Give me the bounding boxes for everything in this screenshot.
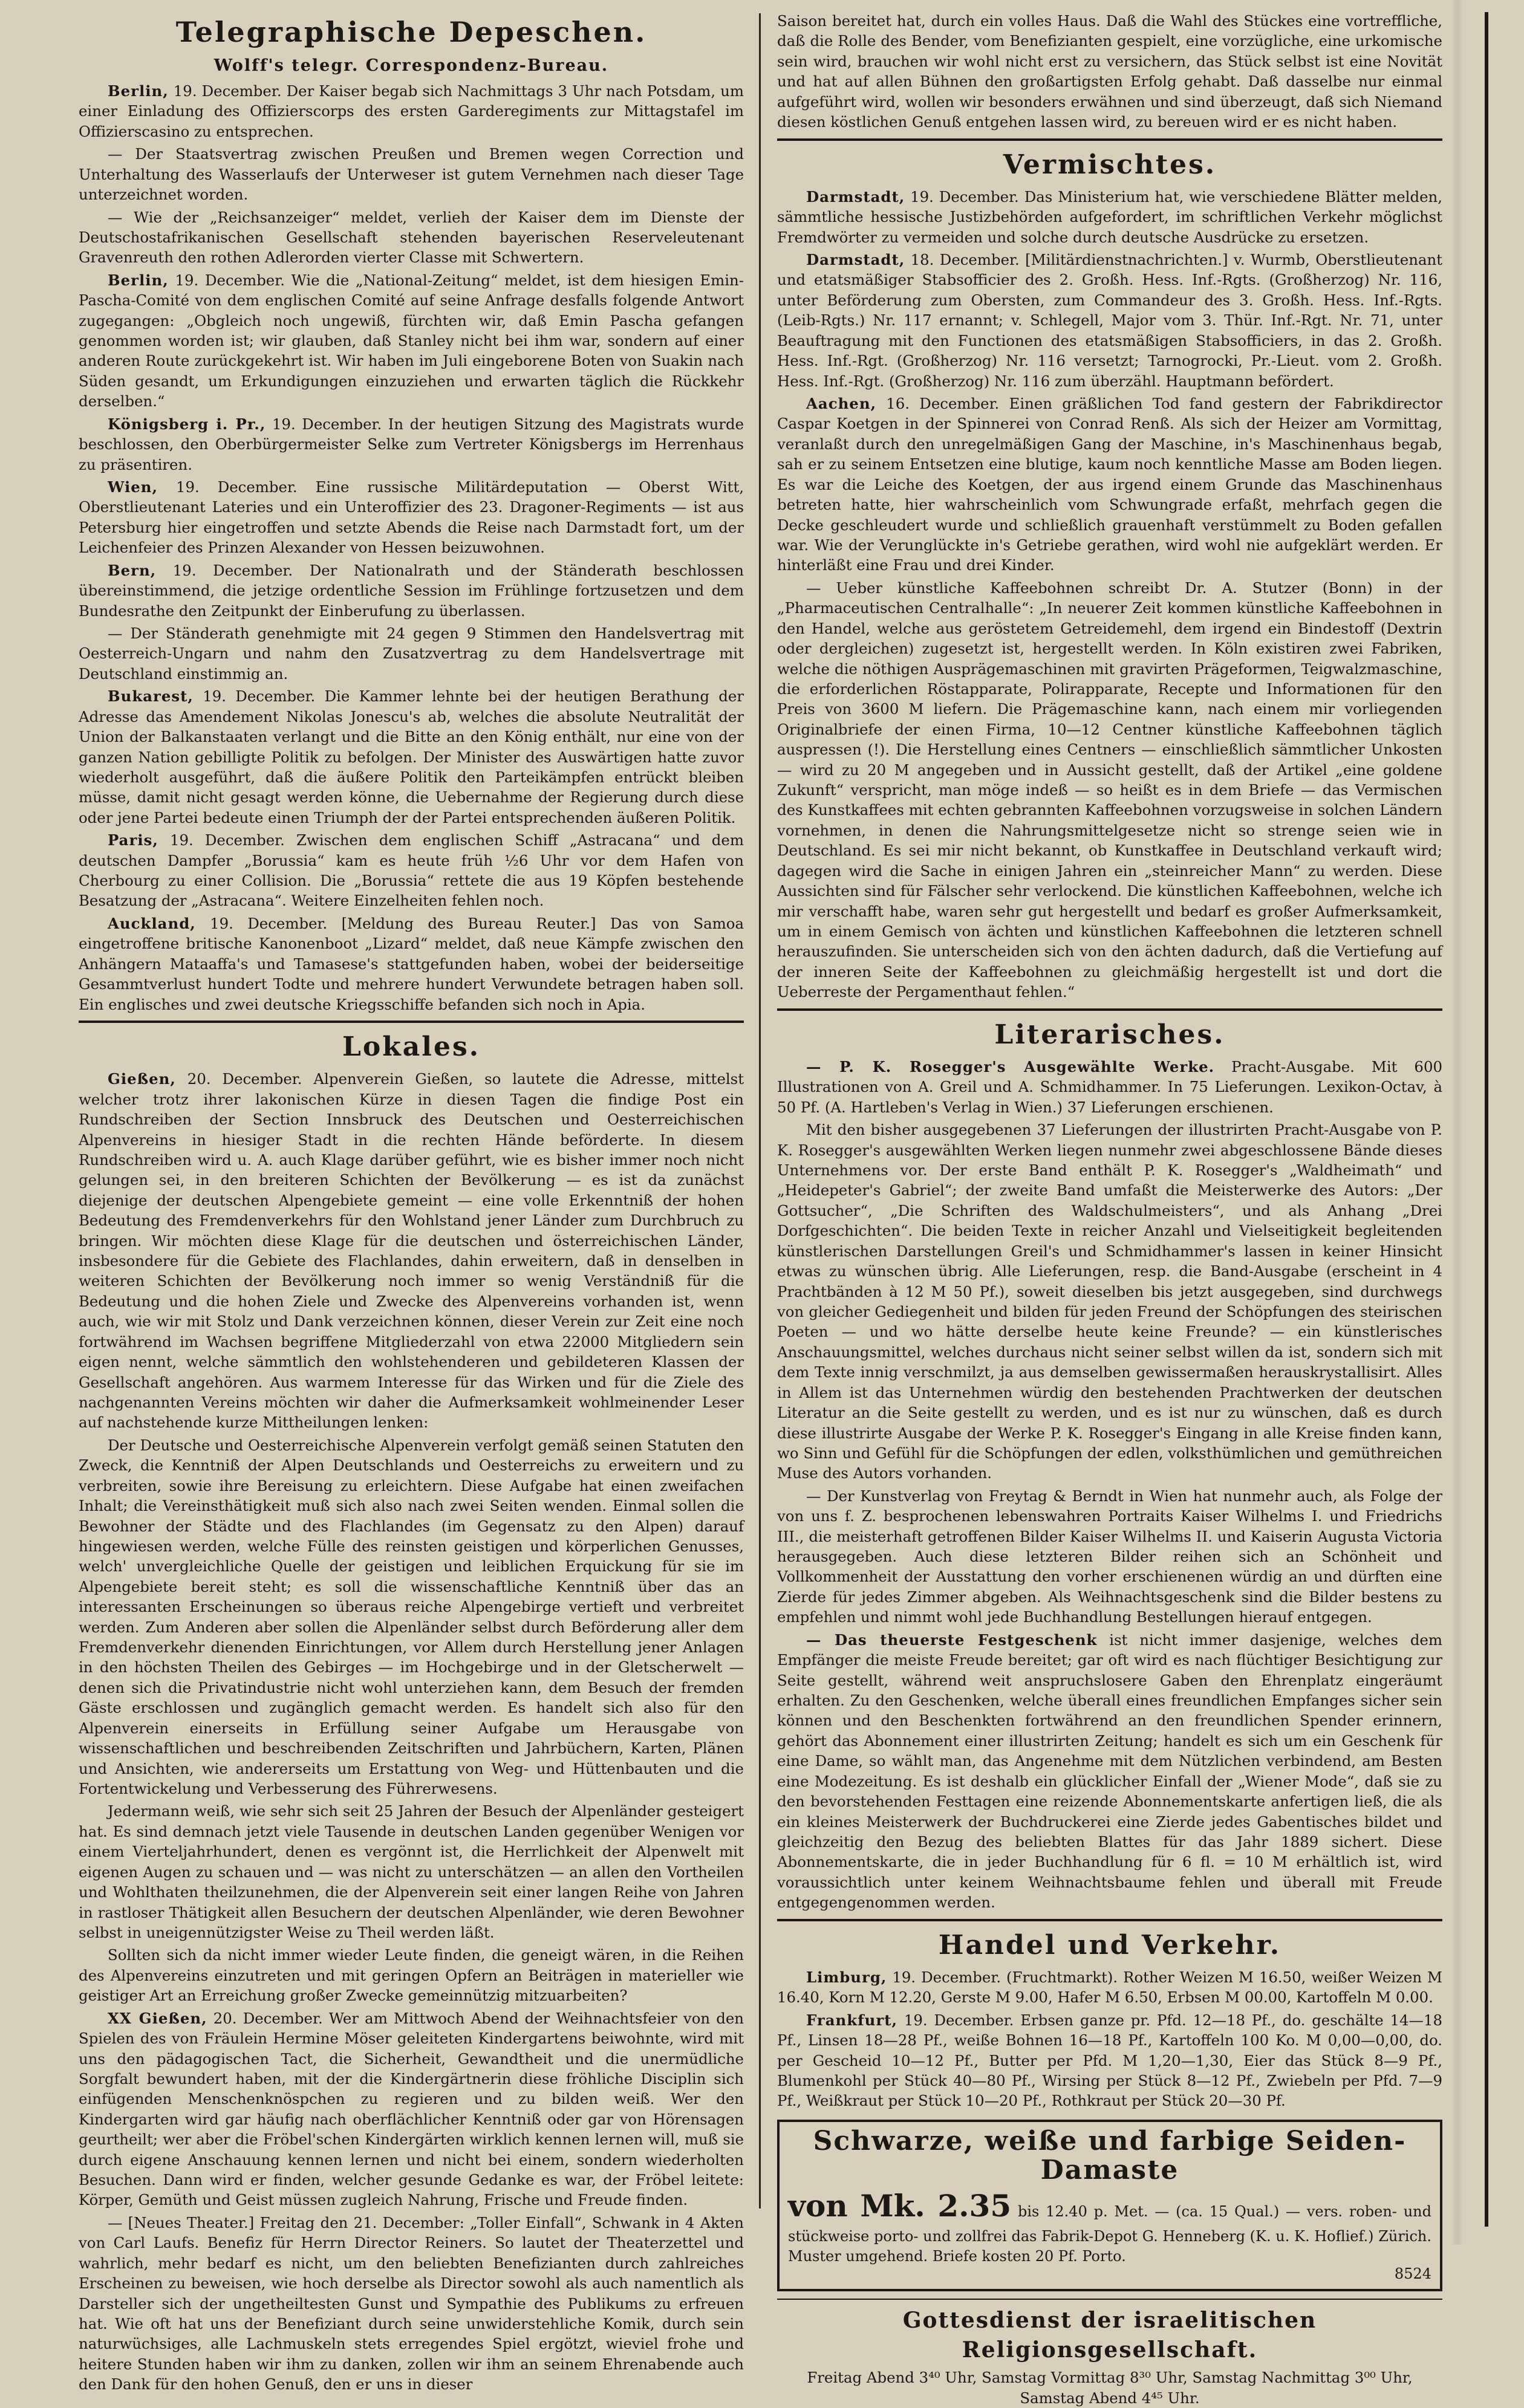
vermischtes-text: 19. December. Das Ministerium hat, wie verschiedene Blätter melden, sämmtliche hessische Justizbehörden aufgefordert, im schriftlichen Verkehr möglichst Fremdwörter zu vermeiden und solche durch deutsche Ausdrücke zu ersetzen. [777,187,1442,246]
telegraph-subtitle: Wolff's telegr. Correspondenz-Bureau. [213,56,609,76]
ad-headline: Schwarze, weiße und farbige Seiden-Damaste [813,2125,1407,2186]
telegraph-text: 19. December. Der Kaiser begab sich Nachmittags 3 Uhr nach Potsdam, um einer Einladung des Offizierscorps des ersten Garderegiments zur Mittagstafel im Offizierscasino zu entsprechen. [79,82,744,140]
vermischtes-dateline: Darmstadt, [806,251,905,269]
telegraph-dateline: Königsberg i. Pr., [108,415,266,433]
literarisches-text: — Der Kunstverlag von Freytag & Berndt in Wien hat nunmehr auch, als Folge der von uns f. Z. besprochenen lebenswahren Portraits Kaiser Wilhelms I. und Friedrichs III., die meisterhaft getroffenen Bilder Kaiser Wilhelms II. und Kaiserin Augusta Victoria herausgegeben. Auch diese letzteren Bilder reihen sich an Schönheit und Vollkommenheit der Ausstattung den vorher erschienenen würdig an und dürften eine Zierde für jedes Zimmer abgeben. Als Weihnachtsgeschenk sind die Bilder bestens zu empfehlen und nimmt wohl jede Buchhandlung Bestellungen hierauf entgegen. [777,1487,1442,1626]
literarisches-text: Pracht-Ausgabe. Mit 600 Illustrationen von A. Greil und A. Schmidhammer. In 75 Lieferungen. Lexikon-Octav, à 50 Pf. (A. Hartleben's Verlag in Wien.) 37 Lieferungen erschienen. [777,1057,1442,1116]
section-divider [777,1919,1442,1921]
telegraph-dateline: Auckland, [108,914,196,932]
telegraph-text: 19. December. Zwischen dem englischen Schiff „Astracana“ und dem deutschen Dampfer „Borussia“ kam es heute früh ½6 Uhr vor dem Hafen von Cherbourg zu einer Collision. Die „Borussia“ rettete die aus 19 Köpfen bestehende Besatzung der „Astracana“. Weitere Einzelheiten fehlen noch. [79,831,744,910]
vermischtes-list [777,187,1442,1002]
telegraph-dateline: Berlin, [108,271,169,289]
telegraph-title: Telegraphische Depeschen. [175,16,647,48]
lokales-article [79,2008,744,2210]
literarisches-article [777,1057,1442,1117]
telegraph-article [79,207,744,268]
lokales-text: Jedermann weiß, wie sehr sich seit 25 Jahren der Besuch der Alpenländer gesteigert hat. Es sind demnach jetzt viele Tausende in deutschen Landen gegenüber Wenigen vor einem Vierteljahrhundert, denen es vergönnt ist, die Herrlichkeit der Alpenwelt mit eigenen Augen zu schauen und — was nicht zu unterschätzen — an allen den Vortheilen und Wohlthaten theilzunehmen, die der Alpenverein seit einer langen Reihe von Jahren in rastloser Thätigkeit allen Besuchern der deutschen Alpenländer, wie deren Bewohner selbst in uneigennützigster Weise zu Theil werden läßt. [79,1802,744,1941]
lokales-text: 20. December. Alpenverein Gießen, so lautete die Adresse, mittelst welcher trotz ihrer lakonischen Kürze in diesen Tagen die findige Post ein Rundschreiben der Section Innsbruck des Deutschen und Oesterreichischen Alpenvereins in hiesiger Stadt in die rechten Hände beförderte. In diesem Rundschreiben wird u. A. auch Klage darüber geführt, wie es bisher immer noch nicht gelungen sei, in den breiteren Schichten der Bevölkerung — es ist da zunächst diejenige der deutschen Alpengebiete gemeint — eine volle Erkenntniß der hohen Bedeutung des Fremdenverkehrs für den Wohlstand jener Länder zum Durchbruch zu bringen. Wir möchten diese Klage für die deutschen und österreichischen Länder, insbesondere für die Gebiete des Flachlandes, dahin erweitern, daß in denselben in weiteren Schichten der Bevölkerung noch immer so wenig Verständniß für die Bedeutung und die hohen Ziele und Zwecke des Alpenvereins vorhanden ist, wenn auch, wie wir mit Stolz und Dank verzeichnen können, dieser Verein zur Zeit eine noch fortwährend im Wachsen begriffene Mitgliederzahl von etwa 22000 Mitgliedern sein eigen nennt, welche sämmtlich den wohlstehenderen und gebildeteren Klassen der Gesellschaft angehören. Aus warmem Interesse für das Wirken und für die Ziele des nachgenannten Vereins möchten wir daher die Aufmerksamkeit wohlmeinender Leser auf nachstehende kurze Mittheilungen lenken: [79,1070,744,1432]
telegraph-text: 19. December. Der Nationalrath und der Ständerath beschlossen übereinstimmend, die jetzige ordentliche Session im Frühlinge fortzusetzen und dem Bundesrathe den Zeitpunkt der Einberufung zu überlassen. [79,561,744,620]
telegraph-dateline: Bukarest, [108,687,194,706]
lokales-title: Lokales. [342,1031,481,1062]
handel-text: 19. December. Erbsen ganze pr. Pfd. 12—18 Pf., do. geschälte 14—18 Pf., Linsen 18—28 Pf., weiße Bohnen 16—18 Pf., Kartoffeln 100 Ko. M 0,00—0,00, do. per Gescheid 10—12 Pf., Butter per Pfd. M 1,20—1,30, Eier das Stück 8—9 Pf., Blumenkohl per Stück 40—80 Pf., Wirsing per Stück 8—12 Pf., Zwiebeln per Pfd. 7—9 Pf., Weißkraut per Stück 10—20 Pf., Rothkraut per Stück 20—30 Pf. [777,2011,1442,2110]
telegraph-article [79,81,744,141]
literarisches-list [777,1057,1442,1913]
telegraph-text: 19. December. Wie die „National-Zeitung“ meldet, ist dem hiesigen Emin-Pascha-Comité von dem englischen Comité auf seine Anfrage desfalls folgende Antwort zugegangen: „Obgleich noch ungewiß, fürchten wir, daß Emin Pascha gefangen genommen worden ist; wir glauben, daß Stanley nicht bei ihm war, sondern auf einer anderen Route zurückgekehrt ist. Wir haben im Juli eingeborene Boten von Suakin nach Süden gesandt, um Erkundigungen einzuziehen und erwarten täglich die Rückkehr derselben.“ [79,271,744,411]
vermischtes-article [777,250,1442,391]
left-column [79,11,744,2393]
column-rule [759,13,761,2208]
telegraph-article [79,144,744,204]
vermischtes-article [777,187,1442,247]
gottesdienst-times: Freitag Abend 3⁴⁰ Uhr, Samstag Vormittag 8³⁰ Uhr, Samstag Nachmittag 3⁰⁰ Uhr, Samstag Abend 4⁴⁵ Uhr. [807,2369,1413,2407]
section-divider [777,138,1442,141]
lokales-article [79,1069,744,1433]
telegraph-text: — Der Ständerath genehmigte mit 24 gegen 9 Stimmen den Handelsvertrag mit Oesterreich-Ungarn und nahm den Zusatzvertrag zu dem Handelsvertrage mit Deutschland einstimmig an. [79,624,744,683]
lokales-dateline: XX Gießen, [108,2009,207,2027]
lokales-list [79,1069,744,2394]
ad-price: von Mk. 2.35 [788,2187,1012,2224]
handel-dateline: Limburg, [806,1968,887,1986]
telegraph-article [79,914,744,1014]
telegraph-article [79,830,744,911]
lokales-text: Der Deutsche und Oesterreichische Alpenverein verfolgt gemäß seinen Statuten den Zweck, die Kenntniß der Alpen Deutschlands und Oesterreichs zu erweitern und zu verbreiten, sowie ihre Bereisung zu erleichtern. Diese Aufgabe hat einen zweifachen Inhalt; die Vereinsthätigkeit muß sich also nach zwei Seiten wenden. Einmal sollen die Bewohner der Städte und des Flachlandes (im Gegensatz zu den Alpen) darauf hingewiesen werden, welche Fülle des reinsten geistigen und körperlichen Genusses, welch' unvergleichliche Quelle der geistigen und leiblichen Erquickung für sie im Alpengebiete bereit steht; es soll die wissenschaftliche Kenntniß über das an interessanten Erscheinungen so überaus reiche Alpengebirge vertieft und verbreitet werden. Zum Anderen aber sollen die Alpenländer selbst durch Beförderung aller dem Fremdenverkehr dienenden Einrichtungen, vor Allem durch Herstellung jener Anlagen in den höchsten Theilen des Gebirges — im Hochgebirge und in der Gletscherwelt — denen sich die Privatindustrie nicht wohl unterziehen kann, dem Besuch der fremden Gäste erschlossen und zugänglich gemacht werden. Es handelt sich also für den Alpenverein einerseits in Erfüllung seiner Aufgabe um Herausgabe von wissenschaftlichen und beschreibenden Zeitschriften und Jahrbüchern, Karten, Plänen und Ansichten, wie andererseits um Erstattung von Weg- und Hüttenbauten und die Fortentwickelung und Verbesserung des Führerwesens. [79,1436,744,1798]
handel-dateline: Frankfurt, [806,2011,898,2029]
literarisches-article [777,1120,1442,1484]
section-divider [777,1008,1442,1011]
telegraph-dateline: Bern, [108,561,157,579]
lokales-text: — [Neues Theater.] Freitag den 21. December: „Toller Einfall“, Schwank in 4 Akten von Carl Laufs. Benefiz für Herrn Director Reiners. So lautet der Theaterzettel und wahrlich, mehr bedarf es nicht, um den beliebten Benefizianten durch zahlreiches Erscheinen zu beweisen, wie hoch derselbe als Director sowohl als auch namentlich als Darsteller sich der ungetheiltesten Gunst und Sympathie des Publikums zu erfreuen hat. Wie oft hat uns der Benefiziant durch seine unwiderstehliche Komik, durch sein naturwüchsiges, alle Lachmuskeln stets erregendes Spiel ergötzt, wieviel frohe und heitere Stunden haben wir ihm zu danken, zollen wir ihm an seinem Ehrenabende auch den Dank für den hohen Genuß, den er uns in dieser [79,2213,744,2393]
lokales-article [79,1435,744,1799]
telegraph-dateline: Berlin, [108,82,169,100]
ad-body [788,2186,1431,2267]
literarisches-text: Mit den bisher ausgegebenen 37 Lieferungen der illustrirten Pracht-Ausgabe von P. K. Rosegger's ausgewählten Werken liegen nunmehr zwei abgeschlossene Bände dieses Unternehmens vor. Der erste Band enthält P. K. Rosegger's „Waldheimath“ und „Heidepeter's Gabriel“; der zweite Band umfaßt die Meisterwerke des Autors: „Der Gottsucher“, „Die Schriften des Waldschulmeisters“, und als Anhang „Drei Dorfgeschichten“. Die beiden Texte in reicher Anzahl und Vielseitigkeit begleitenden künstlerischen Darstellungen Greil's und Schmidhammer's lassen in keiner Hinsicht etwas zu wünschen übrig. Alle Lieferungen, resp. die Band-Ausgabe (erscheint in 4 Prachtbänden à 12 M 50 Pf.), soweit dieselben bis jetzt ausgegeben, sind durchwegs von gleicher Gediegenheit und bilden für jeden Freund der Schöpfungen des steirischen Poeten — und wo hätte derselbe heute keine Freunde? — ein künstlerisches Anschauungsmittel, welches durchaus nicht seiner selbst willen da ist, sondern sich mit dem Texte innig verschmilzt, ja aus demselben gewissermaßen herauskrystallisirt. Alles in Allem ist das Unternehmen würdig den bestehenden Prachtwerken der deutschen Literatur an die Seite gestellt zu werden, und es ist nur zu wünschen, daß es durch diese illustrirte Ausgabe der Werke P. K. Rosegger's Eingang in alle Kreise finden kann, wo Sinn und Gefühl für die Schöpfungen der edlen, volksthümlichen und gemüthreichen Muse des Autors vorhanden. [777,1121,1442,1482]
silk-advertisement [777,2120,1442,2291]
section-divider [79,1021,744,1023]
handel-text: 19. December. (Fruchtmarkt). Rother Weizen M 16.50, weißer Weizen M 16.40, Korn M 12.20, Gerste M 9.00, Hafer M 6.50, Erbsen M 00.00, Kartoffeln M 0.00. [777,1968,1442,2007]
vermischtes-article [777,578,1442,1002]
lokales-text: 20. December. Wer am Mittwoch Abend der Weihnachtsfeier von den Spielen des von Fräulein Hermine Möser geleiteten Kindergartens beiwohnte, wird mit uns den pädagogischen Tact, die Sicherheit, Gewandtheit und die unermüdliche Sorgfalt bewundert haben, mit der die Kindergärtnerin diese fröhliche Disciplin sich einfügenden Menschenknöspchen zu regieren und zu bilden weiß. Wer den Kindergarten wird gar häufig nach oberflächlicher Kenntniß oder gar von Hörensagen geurtheilt; wer aber die Fröbel'schen Kindergärten wirklich kennen lernen will, muß sie durch eigene Anschauung kennen lernen und nicht bei einem, sondern wiederholten Besuchen. Dann wird er finden, welcher gesunde Gedanke es war, der Fröbel leitete: Körper, Gemüth und Geist müssen zugleich Nahrung, Frische und Freude finden. [79,2009,744,2209]
vermischtes-text: — Ueber künstliche Kaffeebohnen schreibt Dr. A. Stutzer (Bonn) in der „Pharmaceutischen Centralhalle“: „In neuerer Zeit kommen künstliche Kaffeebohnen in den Handel, welche aus geröstetem Getreidemehl, dem irgend ein Bindestoff (Dextrin oder dergleichen) zugesetzt ist, hergestellt werden. In Köln existiren zwei Fabriken, welche die nöthigen Ausprägemaschinen mit gravirten Prägeformen, Teigwalzmaschine, die erforderlichen Röstapparate, Polirapparate, Recepte und Informationen für den Preis von 3600 M liefern. Die Prägemaschine kann, nach einem mir vorliegenden Originalbriefe der einen Firma, 10—12 Centner künstliche Kaffeebohnen täglich auspressen (!). Die Herstellung eines Centners — einschließlich sämmtlicher Unkosten — wird zu 20 M angegeben und in Aussicht gestellt, daß der Artikel „eine goldene Zukunft“ verspricht, man möge indeß — so heißt es in dem Briefe — das Vermischen des Kunstkaffees mit echten gebrannten Kaffeebohnen vorzugsweise in solchen Ländern vornehmen, in denen die Nahrungsmittelgesetze nicht so strenge seien wie in Deutschland. Es sei mir nicht bekannt, ob Kunstkaffee in Deutschland verkauft wird; dagegen wird die Sache in einigen Jahren ein „steinreicher Mann“ zu werden. Diese Aussichten sind für Fälscher sehr verlockend. Die künstlichen Kaffeebohnen, welche ich mir verschafft habe, waren sehr gut hergestellt und bedarf es großer Aufmerksamkeit, um in einem Gemisch von ächten und künstlichen Kaffeebohnen die letzteren schnell herauszufinden. Sie unterscheiden sich von den ächten dadurch, daß die Vertiefung auf der inneren Seite der Kaffeebohnen zu gleichmäßig hergestellt ist und dort die Ueberreste der Pergamenthaut fehlen.“ [777,579,1442,1001]
page-fold [1451,0,1464,2245]
section-divider [777,2299,1442,2300]
lokales-article [79,1801,744,1942]
telegraph-text: 19. December. In der heutigen Sitzung des Magistrats wurde beschlossen, den Oberbürgermeister Selke zum Vertreter Königsbergs im Herrenhaus zu präsentiren. [79,415,744,473]
vermischtes-article [777,394,1442,576]
telegraph-article [79,560,744,621]
lokales-article [79,2213,744,2395]
lokales-dateline: Gießen, [108,1070,176,1088]
telegraph-text: 19. December. Die Kammer lehnte bei der heutigen Berathung der Adresse das Amendement Nikolas Jonescu's ab, welches die absolute Neutralität der Union der Balkanstaaten verlangt und die Bitte an den König enthält, nur eine von der ganzen Nation gebilligte Politik zu befolgen. Der Minister des Auswärtigen hatte zuvor wiederholt ausgeführt, daß die äußere Politik den Parteikämpfen entrückt bleiben müsse, damit nicht gesagt werden könne, die Uebernahme der Regierung durch diese oder jene Partei bedeute einen Triumph der der Partei entsprechenden äußeren Politik. [79,687,744,826]
handel-list [777,1967,1442,2111]
literarisches-title: Literarisches. [994,1019,1225,1050]
vermischtes-text: 16. December. Einen gräßlichen Tod fand gestern der Fabrikdirector Caspar Koetgen in der Spinnerei von Conrad Renß. Als sich der Heizer am Vormittag, veranlaßt durch den unregelmäßigen Gang der Maschine, in's Maschinenhaus begab, sah er zu seinem Entsetzen eine blutige, kaum noch kenntliche Masse am Boden liegen. Es war die Leiche des Koetgen, der aus irgend einem Grunde das Maschinenhaus betreten hatte, hier wahrscheinlich vom Schwungrade erfaßt, mehrfach gegen die Decke geschleudert wurde und schließlich grauenhaft verstümmelt zu Boden gefallen war. Wie der Verunglückte in's Getriebe gerathen, wird wohl nie aufgeklärt werden. Er hinterläßt eine Frau und drei Kinder. [777,395,1442,574]
handel-title: Handel und Verkehr. [938,1929,1281,1961]
vermischtes-title: Vermischtes. [1003,149,1217,180]
telegraph-article [79,686,744,828]
handel-article [777,1967,1442,2008]
right-column [777,11,1442,2407]
telegraph-text: — Wie der „Reichsanzeiger“ meldet, verlieh der Kaiser dem im Dienste der Deutschostafrikanischen Gesellschaft stehenden bayerischen Reserveleutenant Gravenreuth den rothen Adlerorden vierter Classe mit Schwertern. [79,208,744,267]
literarisches-dateline: — P. K. Rosegger's Ausgewählte Werke. [806,1057,1215,1076]
telegraph-text: 19. December. [Meldung des Bureau Reuter.] Das von Samoa eingetroffene britische Kanonenboot „Lizard“ meldet, daß neue Kämpfe zwischen den Anhängern Mataaffa's und Tamasese's stattgefunden haben, wobei der beiderseitige Gesammtverlust hundert Todte und mehrere hundert Verwundete betragen haben soll. Ein englisches und zwei deutsche Kriegsschiffe befanden sich noch in Apia. [79,914,744,1013]
handel-article [777,2010,1442,2111]
gottesdienst-title: Gottesdienst der israelitischen Religionsgesellschaft. [902,2307,1317,2363]
telegraph-dateline: Wien, [108,478,158,496]
ad-text: bis 12.40 p. Met. — (ca. 15 Qual.) — vers. roben- und stückweise porto- und zollfrei das Fabrik-Depot G. Henneberg (K. u. K. Hoflief.) Zürich. Muster umgehend. Briefe kosten 20 Pf. Porto. [788,2202,1431,2265]
literarisches-dateline: — Das theuerste Festgeschenk [806,1631,1098,1649]
telegraph-article [79,623,744,684]
telegraph-dateline: Paris, [108,831,158,849]
literarisches-article [777,1630,1442,1913]
ad-number: 8524 [1394,2265,1431,2282]
lokales-article [79,1945,744,2005]
vermischtes-dateline: Darmstadt, [806,187,905,206]
page-border-rule [1485,12,1488,2227]
literarisches-text: ist nicht immer dasjenige, welches dem Empfänger die meiste Freude bereitet; gar oft wird es nach flüchtiger Besichtigung zur Seite gestellt, während weit anspruchslosere Gaben den Ehrenplatz eingeräumt erhalten. Zu den Geschenken, welche überall eines freundlichen Empfanges sicher sein können und den Beschenkten fortwährend an den freundlichen Spender erinnern, gehört das Abonnement einer illustrirten Zeitung; handelt es sich um ein Geschenk für eine Dame, so wählt man, das Angenehme mit dem Nützlichen verbindend, am Besten eine Modezeitung. Es ist deshalb ein glücklicher Einfall der „Wiener Mode“, daß sie zu den bevorstehenden Festtagen eine reizende Abonnementskarte anfertigen ließ, die als ein kleines Meisterwerk der Buchdruckerei eine Zierde jedes Gabentisches bildet und gleichzeitig den Bezug des beliebten Blattes für das Jahr 1889 sichert. Diese Abonnementskarte, die in jeder Buchhandlung für 6 fl. = 10 M erhältlich ist, wird voraussichtlich unter keinem Weihnachtsbaume fehlen und überall mit Freude entgegengenommen werden. [777,1631,1442,1912]
telegraph-article [79,270,744,412]
telegraph-list [79,81,744,1014]
literarisches-article [777,1486,1442,1628]
telegraph-article [79,414,744,475]
theater-continuation: Saison bereitet hat, durch ein volles Haus. Daß die Wahl des Stückes eine vortreffliche, daß die Rolle des Bender, vom Benefizianten gespielt, eine vorzügliche, eine urkomische sein wird, brauchen wir wohl nicht erst zu versichern, das Stück selbst ist eine Novität und hat auf allen Bühnen den großartigsten Erfolg gehabt. Daß dasselbe nur einmal aufgeführt wird, wollen wir besonders erwähnen und sind überzeugt, daß sich Niemand diesen köstlichen Genuß entgehen lassen wird, zu bereuen wird er es nicht haben. [777,12,1442,131]
telegraph-text: — Der Staatsvertrag zwischen Preußen und Bremen wegen Correction und Unterhaltung des Wasserlaufs der Unterweser ist gutem Vernehmen nach dieser Tage unterzeichnet worden. [79,145,744,204]
telegraph-article [79,477,744,558]
vermischtes-dateline: Aachen, [806,395,877,413]
telegraph-text: 19. December. Eine russische Militärdeputation — Oberst Witt, Oberstlieutenant Lateries und ein Unteroffizier des 23. Dragoner-Regiments — ist aus Petersburg hier eingetroffen und setzte Abends die Reise nach Darmstadt fort, um der Leichenfeier des Prinzen Alexander von Hessen beizuwohnen. [79,478,744,557]
lokales-text: Sollten sich da nicht immer wieder Leute finden, die geneigt wären, in die Reihen des Alpenvereins einzutreten und mit geringen Opfern an Beiträgen in materieller wie geistiger Art an Erreichung großer Zwecke gemeinnützig mitzuarbeiten? [79,1946,744,2005]
vermischtes-text: 18. December. [Militärdienstnachrichten.] v. Wurmb, Oberstlieutenant und etatsmäßiger Stabsofficier des 2. Großh. Hess. Inf.-Rgts. (Großherzog) Nr. 116, unter Beförderung zum Obersten, zum Commandeur des 3. Großh. Hess. Inf.-Rgts. (Leib-Rgts.) Nr. 117 ernannt; v. Schlegell, Major vom 3. Thür. Inf.-Rgt. Nr. 71, unter Beauftragung mit den Functionen des etatsmäßigen Stabsofficiers, in das 2. Großh. Hess. Inf.-Rgt. (Großherzog) Nr. 116 versetzt; Tarnogrocki, Pr.-Lieut. vom 2. Großh. Hess. Inf.-Rgt. (Großherzog) Nr. 116 zum überzähl. Hauptmann befördert. [777,251,1442,390]
